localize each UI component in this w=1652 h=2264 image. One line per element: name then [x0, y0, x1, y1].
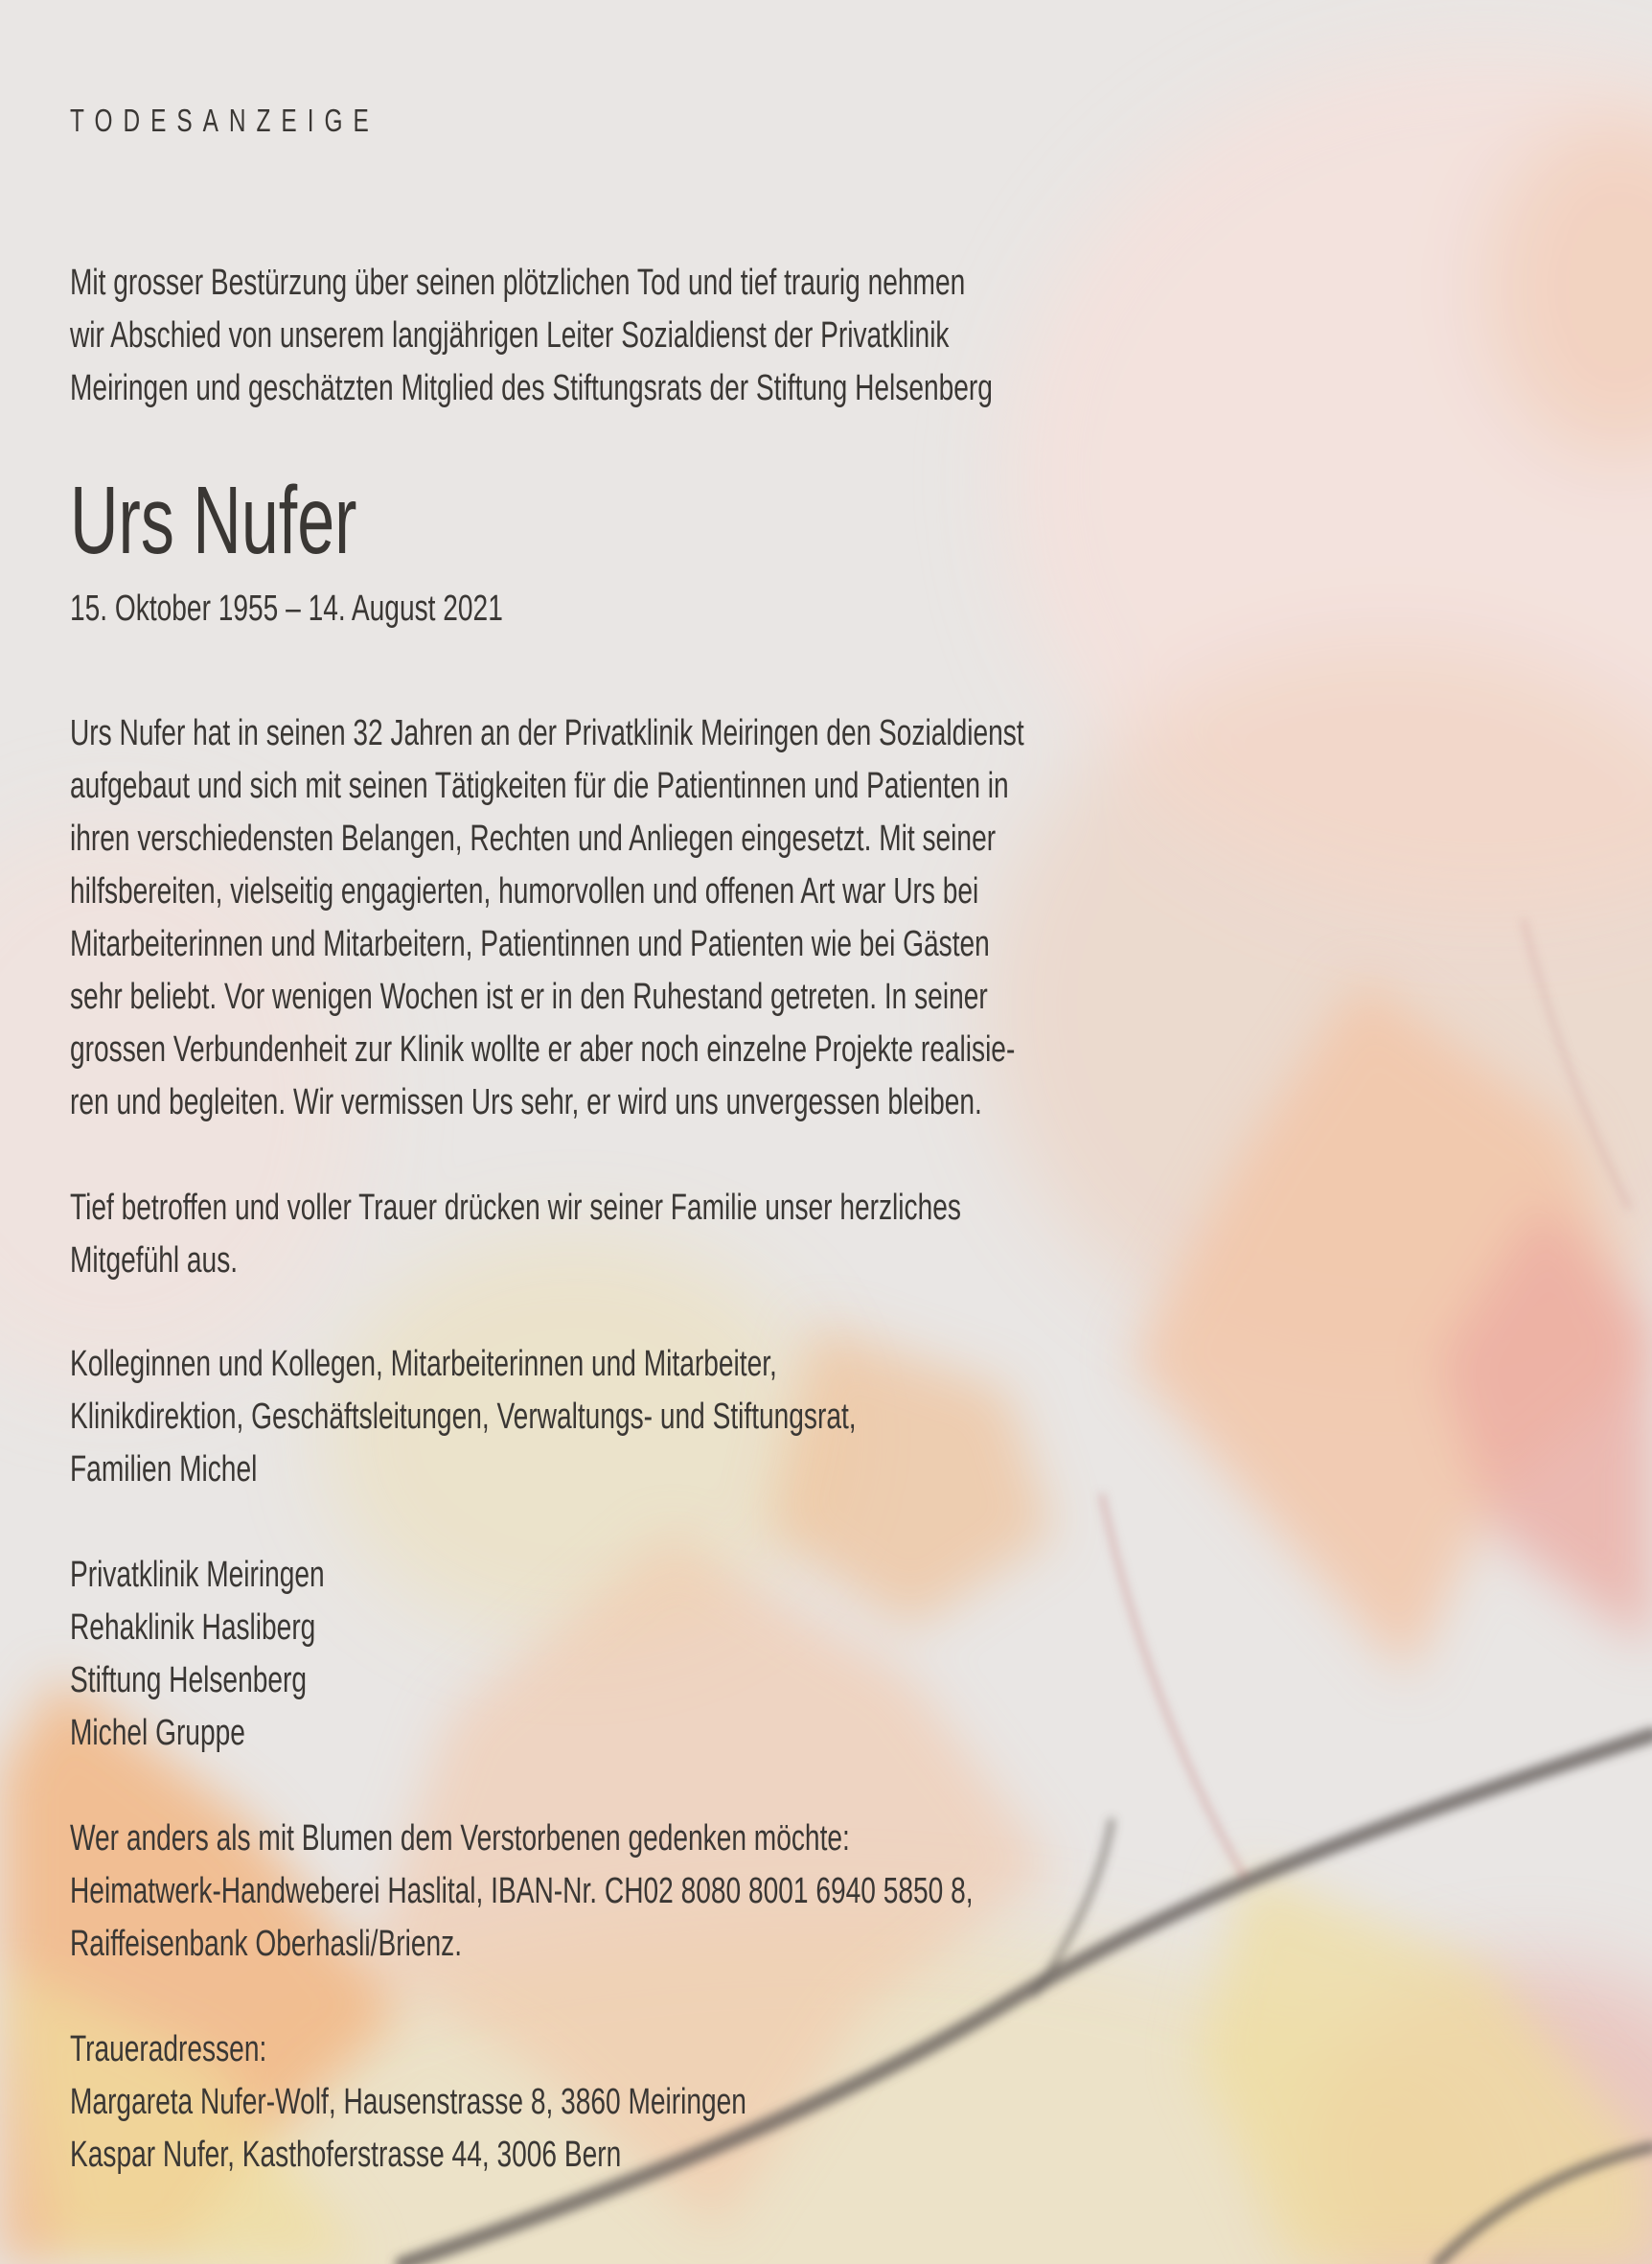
- donation-paragraph: Wer anders als mit Blumen dem Verstorbenen gedenken möchte: Heimatwerk-Handweberei Haslital, IBAN-Nr. CH02 8080 8001 6940 5850 8, Raiffeisenbank Oberhasli/Brienz.: [70, 1818, 974, 1964]
- mourning-addresses-lines: Margareta Nufer-Wolf, Hausenstrasse 8, 3860 Meiringen Kaspar Nufer, Kasthoferstrasse 44, 3006 Bern: [70, 2082, 746, 2175]
- signatories-paragraph: Kolleginnen und Kollegen, Mitarbeiterinnen und Mitarbeiter, Klinikdirektion, Geschäftsleitungen, Verwaltungs- und Stiftungsrat, Familien Michel: [70, 1344, 857, 1490]
- condolence-paragraph: Tief betroffen und voller Trauer drücken wir seiner Familie unser herzliches Mitgefühl aus.: [70, 1188, 961, 1281]
- life-dates: 15. Oktober 1955 – 14. August 2021: [70, 589, 503, 629]
- obituary-paragraph: Urs Nufer hat in seinen 32 Jahren an der Privatklinik Meiringen den Sozialdienst aufgebaut und sich mit seinen Tätigkeiten für die Patientinnen und Patienten in ihren verschiedensten Belangen, Rechten und Anliegen eingesetzt. Mit seiner hilfsbereiten, vielseitig engagierten, humorvollen und offenen Art war Urs bei Mitarbeiterinnen und Mitarbeitern, Patientinnen und Patienten wie bei Gästen sehr beliebt. Vor wenigen Wochen ist er in den Ruhestand getreten. In seiner grossen Verbundenheit zur Klinik wollte er aber noch einzelne Projekte realisie- ren und begleiten. Wir vermissen Urs sehr, er wird uns unvergessen bleiben.: [70, 713, 1024, 1122]
- organizations-list: Privatklinik Meiringen Rehaklinik Hasliberg Stiftung Helsenberg Michel Gruppe: [70, 1555, 325, 1753]
- deceased-name: Urs Nufer: [70, 467, 357, 574]
- notice-type-label: TODESANZEIGE: [70, 103, 379, 138]
- mourning-addresses-label: Traueradressen:: [70, 2029, 267, 2069]
- intro-paragraph: Mit grosser Bestürzung über seinen plötzlichen Tod und tief traurig nehmen wir Abschied von unserem langjährigen Leiter Sozialdienst der Privatklinik Meiringen und geschätzten Mitglied des Stiftungsrats der Stiftung Helsenberg: [70, 263, 993, 408]
- mourning-addresses: [70, 2023, 746, 2182]
